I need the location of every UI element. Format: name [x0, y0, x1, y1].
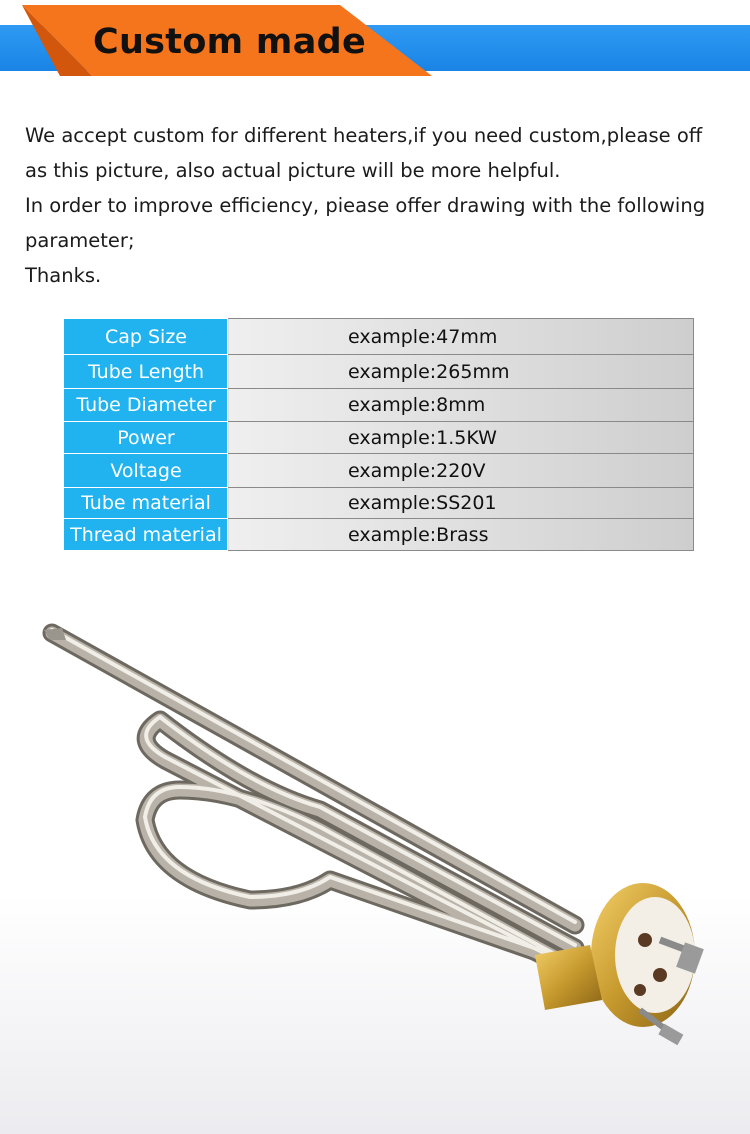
- spec-label: Power: [65, 422, 228, 454]
- spec-value: example:8mm: [228, 389, 694, 422]
- table-row: [65, 454, 694, 488]
- spec-label: Thread material: [65, 519, 228, 551]
- page-title: Custom made: [92, 22, 367, 62]
- spec-label: Tube material: [65, 488, 228, 519]
- intro-line: We accept custom for different heaters,if you need custom,please off: [25, 124, 703, 147]
- spec-table: [64, 318, 694, 551]
- table-row: [65, 519, 694, 551]
- intro-text: [25, 118, 740, 293]
- table-row: [65, 355, 694, 389]
- spec-value: example:Brass: [228, 519, 694, 551]
- table-row: [65, 389, 694, 422]
- heating-element-photo: [0, 600, 750, 1134]
- spec-label: Cap Size: [65, 319, 228, 355]
- table-row: [65, 488, 694, 519]
- spec-value: example:220V: [228, 454, 694, 488]
- spec-label: Tube Length: [65, 355, 228, 389]
- intro-line: In order to improve efficiency, piease offer drawing with the following: [25, 194, 706, 217]
- spec-value: example:47mm: [228, 319, 694, 355]
- spec-label: Tube Diameter: [65, 389, 228, 422]
- spec-value: example:1.5KW: [228, 422, 694, 454]
- intro-line: parameter;: [25, 229, 135, 252]
- table-row: [65, 422, 694, 454]
- spec-label: Voltage: [65, 454, 228, 488]
- table-row: [65, 319, 694, 355]
- spec-value: example:265mm: [228, 355, 694, 389]
- intro-line: as this picture, also actual picture will be more helpful.: [25, 159, 561, 182]
- spec-value: example:SS201: [228, 488, 694, 519]
- intro-line: Thanks.: [25, 264, 102, 287]
